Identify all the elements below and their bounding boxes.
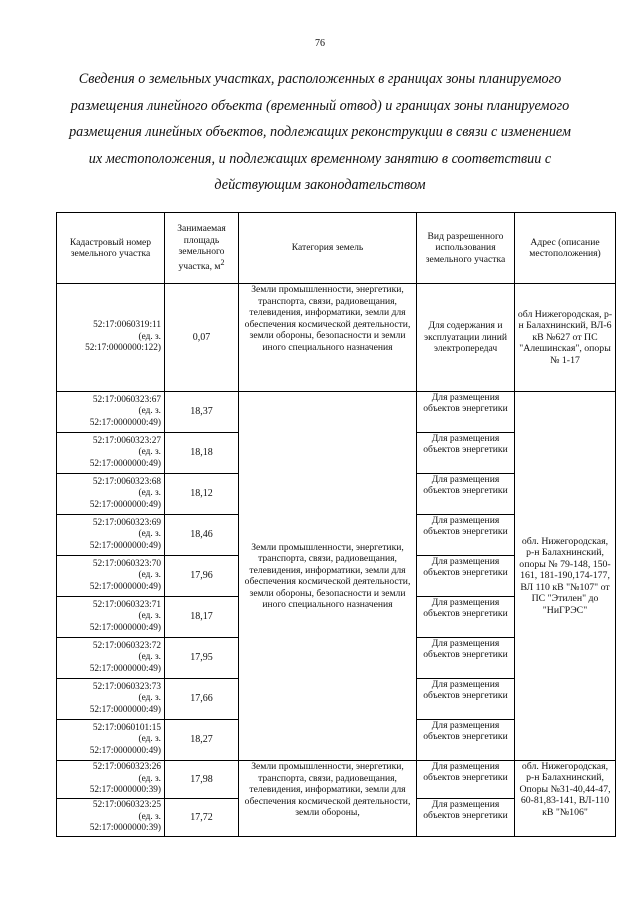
permitted-use: Для размещения объектов энергетики	[417, 679, 515, 720]
land-category: Земли промышленности, энергетики, транспорта, связи, радиовещания, телевидения, информатики, земли для обеспечения космической деятельности, земли обороны, безопасности и земли иного специального назначения	[239, 284, 417, 392]
cadastral-line: 52:17:0000000:49)	[89, 581, 161, 592]
cadastral-line: 52:17:0000000:49)	[89, 458, 161, 469]
cadastral-line: 52:17:0060323:72	[92, 640, 161, 651]
cadastral-line: 52:17:0060323:69	[92, 517, 161, 528]
table-row	[57, 761, 616, 799]
cadastral-line: (ед. з.	[138, 406, 161, 417]
cadastral-line: (ед. з.	[138, 611, 161, 622]
cadastral-number	[57, 597, 165, 638]
cadastral-line: 52:17:0000000:39)	[89, 785, 161, 796]
permitted-use: Для размещения объектов энергетики	[417, 720, 515, 761]
cadastral-line: 52:17:0060323:70	[92, 558, 161, 569]
cadastral-line: (ед. з.	[138, 811, 161, 822]
cadastral-line: 52:17:0060323:68	[92, 476, 161, 487]
address: обл. Нижегородская, р-н Балахнинский, опоры № 79-148, 150-161, 181-190,174-177, ВЛ 110 кВ "№107" от ПС "Этилен" до "НиГРЭС"	[515, 392, 616, 761]
header-address: Адрес (описание местоположения)	[515, 213, 616, 284]
header-category: Категория земель	[239, 213, 417, 284]
cadastral-number	[57, 515, 165, 556]
cadastral-line: 52:17:0060323:27	[92, 435, 161, 446]
cadastral-number	[57, 474, 165, 515]
cadastral-line: 52:17:0060323:71	[92, 599, 161, 610]
cadastral-line: 52:17:0060101:15	[92, 722, 161, 733]
permitted-use: Для размещения объектов энергетики	[417, 556, 515, 597]
table-row	[57, 284, 616, 392]
cadastral-number	[57, 761, 165, 799]
cadastral-line: (ед. з.	[138, 570, 161, 581]
cadastral-line: (ед. з.	[138, 488, 161, 499]
cadastral-line: 52:17:0060323:67	[92, 394, 161, 405]
title-line: действующим законодательством	[214, 177, 426, 193]
cadastral-line: (ед. з.	[138, 331, 161, 342]
document-title	[60, 66, 580, 199]
cadastral-line: 52:17:0060323:73	[92, 681, 161, 692]
cadastral-line: 52:17:0060319:11	[93, 320, 161, 331]
header-area-label: Занимаемая площадь земельного участка, м	[177, 223, 226, 273]
permitted-use: Для содержания и эксплуатации линий электропередач	[417, 284, 515, 392]
cadastral-line: 52:17:0060323:25	[92, 800, 161, 811]
page-number: 76	[315, 38, 325, 49]
area-value: 17,66	[165, 679, 239, 720]
permitted-use: Для размещения объектов энергетики	[417, 638, 515, 679]
cadastral-number	[57, 284, 165, 392]
cadastral-line: 52:17:0000000:49)	[89, 745, 161, 756]
cadastral-number	[57, 679, 165, 720]
cadastral-line: 52:17:0000000:39)	[89, 823, 161, 834]
cadastral-number	[57, 556, 165, 597]
cadastral-number	[57, 638, 165, 679]
cadastral-line: 52:17:0000000:49)	[89, 704, 161, 715]
address: обл. Нижегородская, р-н Балахнинский, Опоры №31-40,44-47, 60-81,83-141, ВЛ-110 кВ "№106"	[515, 761, 616, 837]
area-value: 17,98	[165, 761, 239, 799]
title-line: их местоположения, и подлежащих временному занятию в соответствии с	[88, 150, 552, 167]
area-value: 18,17	[165, 597, 239, 638]
title-line: размещения линейного объекта (временный отвод) и границах зоны планируемого	[70, 97, 570, 114]
permitted-use: Для размещения объектов энергетики	[417, 799, 515, 837]
cadastral-line: 52:17:0000000:49)	[89, 622, 161, 633]
title-line: Сведения о земельных участках, расположенных в границах зоны планируемого	[78, 71, 562, 87]
header-use: Вид разрешенного использования земельного участка	[417, 213, 515, 284]
cadastral-line: 52:17:0000000:49)	[89, 417, 161, 428]
area-value: 18,18	[165, 433, 239, 474]
area-value: 18,46	[165, 515, 239, 556]
area-value: 17,72	[165, 799, 239, 837]
cadastral-line: (ед. з.	[138, 734, 161, 745]
table-row	[57, 392, 616, 433]
cadastral-number	[57, 799, 165, 837]
area-value: 17,96	[165, 556, 239, 597]
permitted-use: Для размещения объектов энергетики	[417, 515, 515, 556]
permitted-use: Для размещения объектов энергетики	[417, 597, 515, 638]
area-value: 18,12	[165, 474, 239, 515]
cadastral-line: (ед. з.	[138, 447, 161, 458]
title-line: размещения линейных объектов, подлежащих реконструкции в связи с изменением	[69, 124, 571, 140]
permitted-use: Для размещения объектов энергетики	[417, 761, 515, 799]
land-plots-table	[56, 212, 616, 837]
cadastral-number	[57, 720, 165, 761]
area-value: 17,95	[165, 638, 239, 679]
cadastral-line: 52:17:0000000:122)	[85, 343, 161, 354]
cadastral-line: 52:17:0000000:49)	[89, 499, 161, 510]
cadastral-line: (ед. з.	[138, 529, 161, 540]
permitted-use: Для размещения объектов энергетики	[417, 433, 515, 474]
cadastral-line: (ед. з.	[138, 773, 161, 784]
cadastral-line: (ед. з.	[138, 652, 161, 663]
land-category: Земли промышленности, энергетики, транспорта, связи, радиовещания, телевидения, информатики, земли для обеспечения космической деятельности, земли обороны, безопасности и земли иного специального назначения	[239, 392, 417, 761]
area-value: 18,27	[165, 720, 239, 761]
permitted-use: Для размещения объектов энергетики	[417, 392, 515, 433]
cadastral-line: 52:17:0000000:49)	[89, 663, 161, 674]
table-header-row	[57, 213, 616, 284]
cadastral-line: 52:17:0060323:26	[92, 762, 161, 773]
header-area	[165, 213, 239, 284]
cadastral-line: (ед. з.	[138, 693, 161, 704]
land-category: Земли промышленности, энергетики, транспорта, связи, радиовещания, телевидения, информатики, земли для обеспечения космической деятельности, земли обороны,	[239, 761, 417, 837]
area-value: 18,37	[165, 392, 239, 433]
cadastral-number	[57, 433, 165, 474]
address: обл Нижегородская, р-н Балахнинский, ВЛ-6 кВ №627 от ПС "Алешинская", опоры № 1-17	[515, 284, 616, 392]
cadastral-number	[57, 392, 165, 433]
header-cadastral: Кадастровый номер земельного участка	[57, 213, 165, 284]
cadastral-line: 52:17:0000000:49)	[89, 540, 161, 551]
area-value: 0,07	[165, 284, 239, 392]
permitted-use: Для размещения объектов энергетики	[417, 474, 515, 515]
header-area-unit-exponent: 2	[220, 258, 225, 268]
